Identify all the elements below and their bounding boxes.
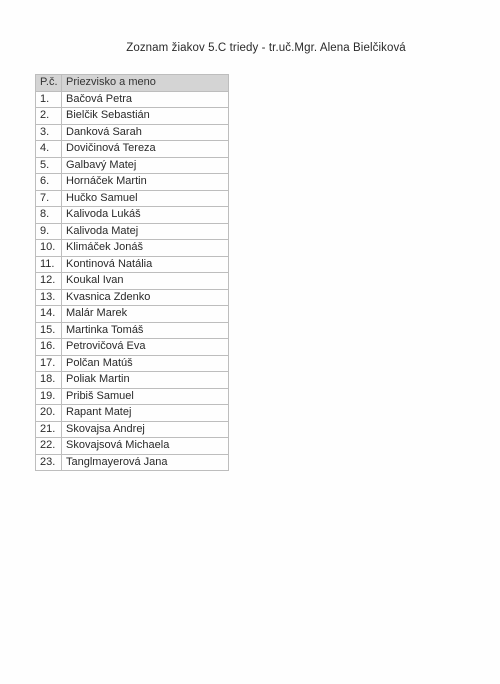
student-name-cell: Poliak Martin — [62, 372, 229, 389]
table-row — [36, 108, 229, 125]
student-name-cell: Tanglmayerová Jana — [62, 454, 229, 471]
student-name-cell: Pribiš Samuel — [62, 388, 229, 405]
row-number-cell: 19. — [36, 388, 62, 405]
student-name-cell: Bačová Petra — [62, 91, 229, 108]
table-row — [36, 306, 229, 323]
student-name-cell: Danková Sarah — [62, 124, 229, 141]
row-number-cell: 18. — [36, 372, 62, 389]
student-name-cell: Kalivoda Matej — [62, 223, 229, 240]
row-number-cell: 14. — [36, 306, 62, 323]
table-row — [36, 256, 229, 273]
table-header-row — [36, 75, 229, 92]
table-row — [36, 372, 229, 389]
row-number-cell: 8. — [36, 207, 62, 224]
student-name-cell: Kalivoda Lukáš — [62, 207, 229, 224]
table-row — [36, 273, 229, 290]
table-row — [36, 240, 229, 257]
student-name-cell: Hučko Samuel — [62, 190, 229, 207]
table-row — [36, 141, 229, 158]
student-name-cell: Kontinová Natália — [62, 256, 229, 273]
row-number-cell: 4. — [36, 141, 62, 158]
row-number-cell: 23. — [36, 454, 62, 471]
table-row — [36, 190, 229, 207]
row-number-cell: 15. — [36, 322, 62, 339]
table-row — [36, 322, 229, 339]
table-row — [36, 454, 229, 471]
table-row — [36, 207, 229, 224]
student-name-cell: Malár Marek — [62, 306, 229, 323]
row-number-cell: 20. — [36, 405, 62, 422]
row-number-cell: 17. — [36, 355, 62, 372]
table-row — [36, 339, 229, 356]
student-name-cell: Klimáček Jonáš — [62, 240, 229, 257]
table-row — [36, 124, 229, 141]
row-number-cell: 9. — [36, 223, 62, 240]
student-roster-table — [35, 74, 229, 471]
row-number-cell: 3. — [36, 124, 62, 141]
student-name-cell: Kvasnica Zdenko — [62, 289, 229, 306]
student-name-cell: Skovajsová Michaela — [62, 438, 229, 455]
table-body — [36, 91, 229, 471]
table-row — [36, 421, 229, 438]
table-row — [36, 289, 229, 306]
table-row — [36, 355, 229, 372]
row-number-cell: 13. — [36, 289, 62, 306]
table-row — [36, 157, 229, 174]
student-name-cell: Hornáček Martin — [62, 174, 229, 191]
column-header-name: Priezvisko a meno — [62, 75, 229, 92]
row-number-cell: 21. — [36, 421, 62, 438]
student-name-cell: Dovičinová Tereza — [62, 141, 229, 158]
table-row — [36, 174, 229, 191]
student-name-cell: Petrovičová Eva — [62, 339, 229, 356]
student-name-cell: Rapant Matej — [62, 405, 229, 422]
row-number-cell: 1. — [36, 91, 62, 108]
student-name-cell: Galbavý Matej — [62, 157, 229, 174]
row-number-cell: 10. — [36, 240, 62, 257]
student-name-cell: Koukal Ivan — [62, 273, 229, 290]
row-number-cell: 7. — [36, 190, 62, 207]
table-row — [36, 223, 229, 240]
row-number-cell: 12. — [36, 273, 62, 290]
table-row — [36, 388, 229, 405]
column-header-number: P.č. — [36, 75, 62, 92]
row-number-cell: 11. — [36, 256, 62, 273]
row-number-cell: 2. — [36, 108, 62, 125]
row-number-cell: 16. — [36, 339, 62, 356]
table-row — [36, 405, 229, 422]
student-name-cell: Martinka Tomáš — [62, 322, 229, 339]
student-name-cell: Skovajsa Andrej — [62, 421, 229, 438]
table-row — [36, 91, 229, 108]
row-number-cell: 5. — [36, 157, 62, 174]
row-number-cell: 6. — [36, 174, 62, 191]
table-row — [36, 438, 229, 455]
row-number-cell: 22. — [36, 438, 62, 455]
document-title: Zoznam žiakov 5.C triedy - tr.uč.Mgr. Alena Bielčiková — [126, 42, 406, 54]
student-name-cell: Bielčik Sebastián — [62, 108, 229, 125]
student-name-cell: Polčan Matúš — [62, 355, 229, 372]
